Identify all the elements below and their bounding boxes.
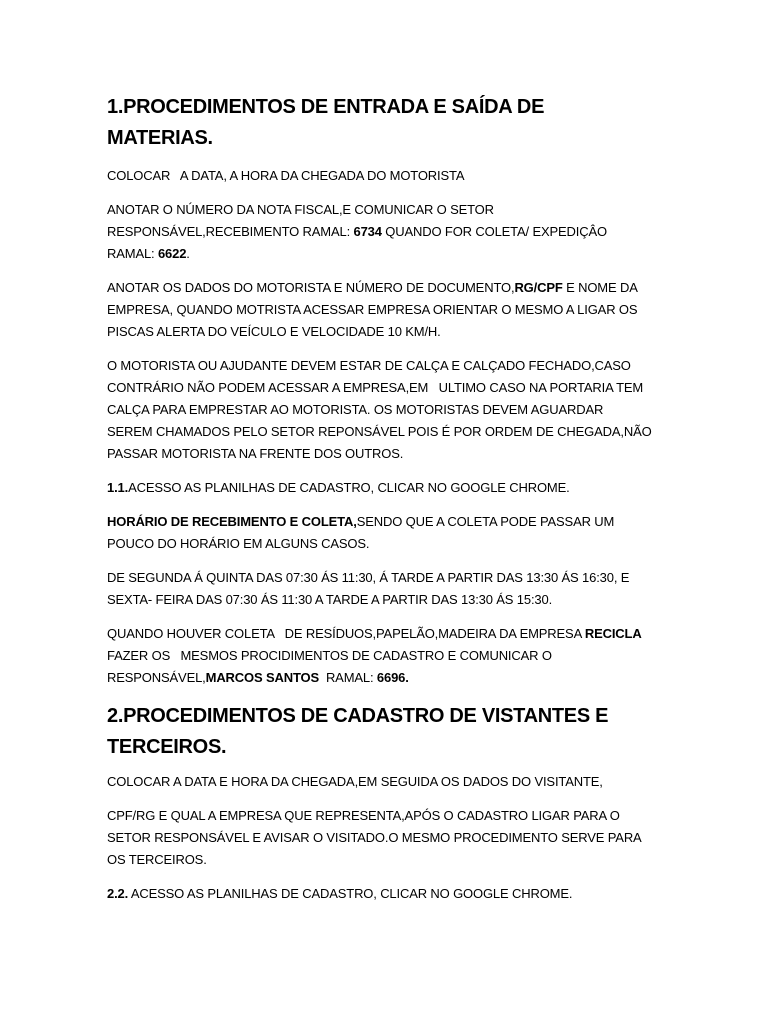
- section1-paragraph-6: [107, 511, 652, 555]
- document-body: [107, 88, 656, 917]
- p3-text-b: E NOME DA EMPRESA, QUANDO MOTRISTA ACESSAR EMPRESA ORIENTAR O MESMO A LIGAR OS PISCAS ALERTA DO VEÍCULO E VELOCIDADE 10 KM/H.: [107, 280, 641, 339]
- section2-paragraph-2: CPF/RG E QUAL A EMPRESA QUE REPRESENTA,APÓS O CADASTRO LIGAR PARA O SETOR RESPONSÁVEL E AVISAR O VISITADO.O MESMO PROCEDIMENTO SERVE PARA OS TERCEIROS.: [107, 808, 645, 867]
- section1-paragraph-7: DE SEGUNDA Á QUINTA DAS 07:30 ÁS 11:30, Á TARDE A PARTIR DAS 13:30 ÁS 16:30, E SEXTA- FEIRA DAS 07:30 ÁS 11:30 A TARDE A PARTIR DAS 13:30 ÁS 15:30.: [107, 570, 633, 607]
- section1-paragraph-2: [107, 199, 652, 265]
- section2-title: 2.PROCEDIMENTOS DE CADASTRO DE VISTANTES E TERCEIROS.: [107, 705, 609, 758]
- section1-paragraph-5: [107, 477, 652, 499]
- section1-paragraph-1: COLOCAR A DATA, A HORA DA CHEGADA DO MOTORISTA: [107, 168, 465, 183]
- ramal-recebimento: 6734: [353, 224, 382, 239]
- p2-text-b: QUANDO FOR COLETA/ EXPEDIÇÂO RAMAL:: [107, 224, 611, 261]
- ramal-responsavel: 6696.: [376, 670, 409, 685]
- subsection-number-1-1: 1.1.: [107, 480, 129, 495]
- section2-paragraph-3: [107, 883, 652, 905]
- section1-paragraph-4: O MOTORISTA OU AJUDANTE DEVEM ESTAR DE CALÇA E CALÇADO FECHADO,CASO CONTRÁRIO NÃO PODEM ACESSAR A EMPRESA,EM ULTIMO CASO NA PORTARIA TEM CALÇA PARA EMPRESTAR AO MOTORISTA. OS MOTORISTAS DEVEM AGUARDAR SEREM CHAMADOS PELO SETOR REPONSÁVEL POIS É POR ORDEM DE CHEGADA,NÃO PASSAR MOTORISTA NA FRENTE DOS OUTROS.: [107, 358, 656, 461]
- section1-title: 1.PROCEDIMENTOS DE ENTRADA E SAÍDA DE MATERIAS.: [107, 96, 545, 149]
- schedule-heading: HORÁRIO DE RECEBIMENTO E COLETA,: [107, 514, 357, 529]
- section1-paragraph-3: [107, 277, 652, 343]
- p2-text-a: ANOTAR O NÚMERO DA NOTA FISCAL,E COMUNICAR O SETOR RESPONSÁVEL,RECEBIMENTO RAMAL:: [107, 202, 498, 239]
- p2-text-c: .: [186, 246, 190, 261]
- p8-text-b: FAZER OS MESMOS PROCIDIMENTOS DE CADASTRO E COMUNICAR O RESPONSÁVEL,: [107, 626, 646, 685]
- p3-text-a: ANOTAR OS DADOS DO MOTORISTA E NÚMERO DE DOCUMENTO,: [107, 280, 515, 295]
- p8-text-a: QUANDO HOUVER COLETA DE RESÍDUOS,PAPELÃO,MADEIRA DA EMPRESA: [107, 626, 585, 641]
- subsection-number-2-2: 2.2.: [107, 886, 129, 901]
- p3-section2-text: ACESSO AS PLANILHAS DE CADASTRO, CLICAR NO GOOGLE CHROME.: [128, 886, 573, 901]
- doc-types: RG/CPF: [514, 280, 563, 295]
- ramal-expedicao: 6622: [157, 246, 187, 261]
- p6-text: SENDO QUE A COLETA PODE PASSAR UM POUCO DO HORÁRIO EM ALGUNS CASOS.: [107, 514, 618, 551]
- company-name: RECICLA: [584, 626, 642, 641]
- p8-text-c: RAMAL:: [319, 670, 377, 685]
- p5-text: ACESSO AS PLANILHAS DE CADASTRO, CLICAR NO GOOGLE CHROME.: [128, 480, 570, 495]
- section2-paragraph-1: COLOCAR A DATA E HORA DA CHEGADA,EM SEGUIDA OS DADOS DO VISITANTE,: [107, 774, 603, 789]
- responsible-person: MARCOS SANTOS: [205, 670, 320, 685]
- section1-paragraph-8: [107, 623, 652, 689]
